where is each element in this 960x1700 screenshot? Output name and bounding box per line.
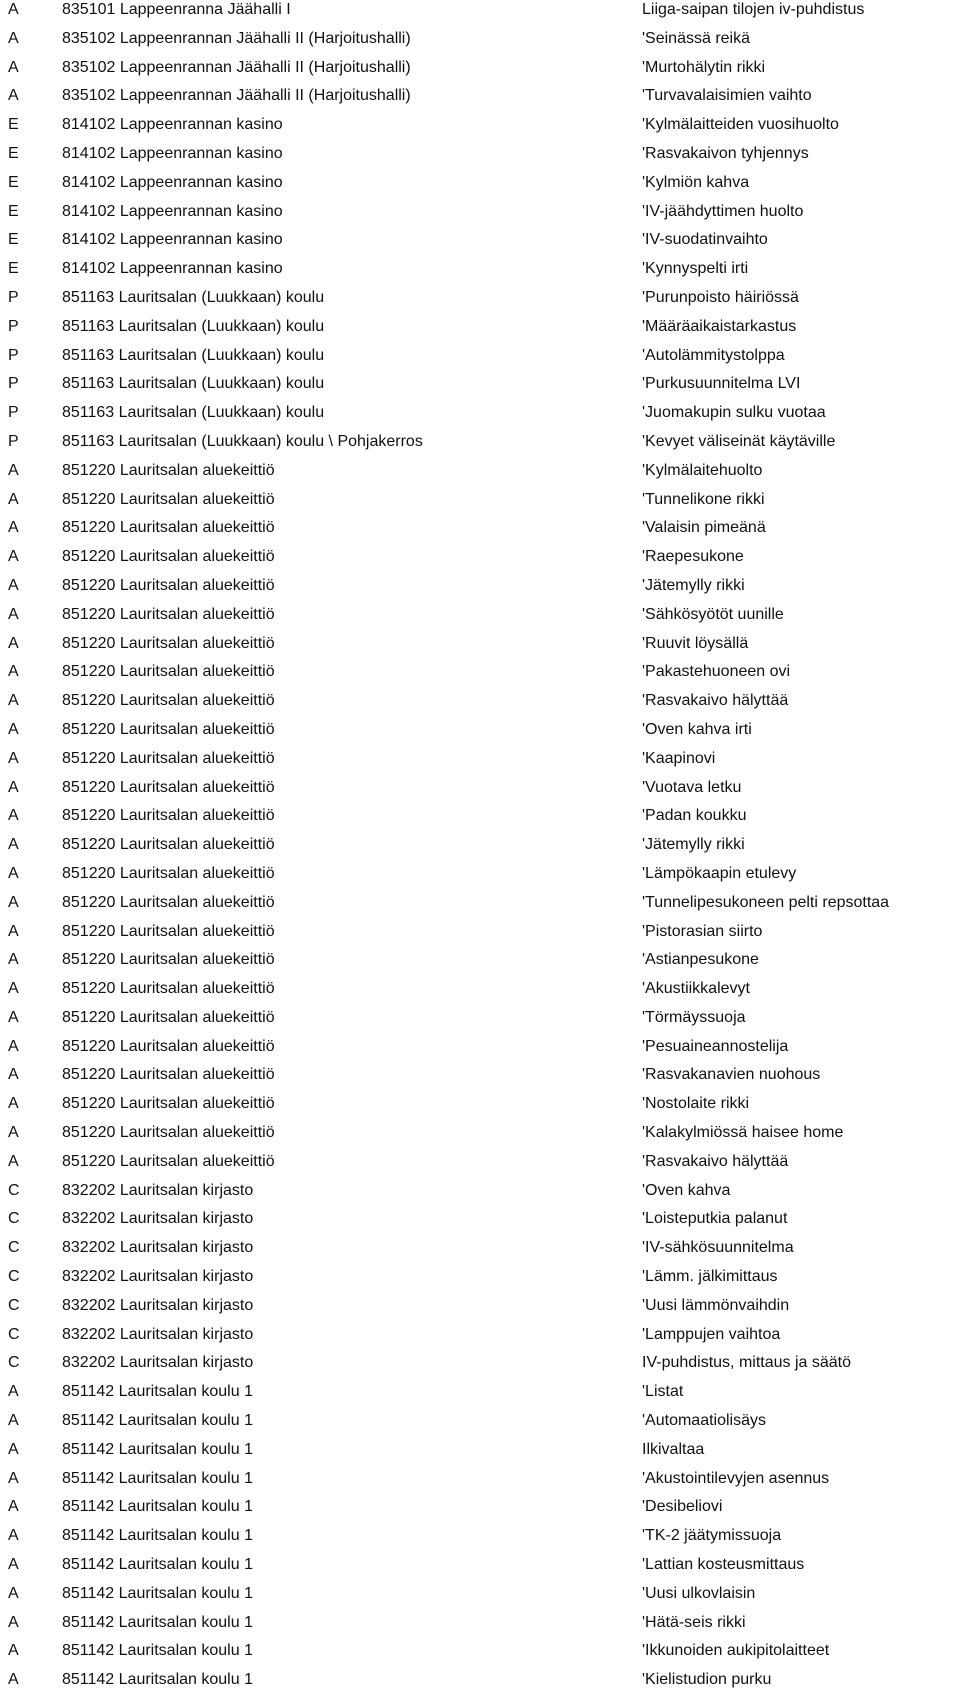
row-task: 'Padan koukku: [642, 807, 747, 825]
list-row: [0, 347, 960, 376]
row-task: 'Tunnelipesukoneen pelti repsottaa: [642, 893, 890, 911]
row-task: 'Pistorasian siirto: [642, 922, 763, 940]
row-class: A: [8, 1008, 19, 1026]
list-row: [0, 1066, 960, 1095]
row-site: 851220 Lauritsalan aluekeittiö: [62, 749, 275, 767]
list-row: [0, 1297, 960, 1326]
row-site: 832202 Lauritsalan kirjasto: [62, 1210, 254, 1228]
row-site: 851220 Lauritsalan aluekeittiö: [62, 980, 275, 998]
list-row: [0, 1210, 960, 1239]
row-task: 'Raepesukone: [642, 548, 744, 566]
list-row: [0, 30, 960, 59]
list-row: [0, 836, 960, 865]
row-class: E: [8, 144, 19, 162]
row-class: E: [8, 202, 19, 220]
list-row: [0, 87, 960, 116]
row-class: A: [8, 836, 19, 854]
row-class: C: [8, 1181, 20, 1199]
list-row: [0, 203, 960, 232]
row-class: A: [8, 1584, 19, 1602]
list-row: [0, 1268, 960, 1297]
row-site: 814102 Lappeenrannan kasino: [62, 260, 283, 278]
row-class: E: [8, 231, 19, 249]
row-site: 851220 Lauritsalan aluekeittiö: [62, 1066, 275, 1084]
list-row: [0, 174, 960, 203]
list-row: [0, 721, 960, 750]
row-site: 851142 Lauritsalan koulu 1: [62, 1642, 253, 1660]
row-class: A: [8, 461, 19, 479]
row-class: C: [8, 1210, 20, 1228]
row-site: 851163 Lauritsalan (Luukkaan) koulu: [62, 404, 325, 422]
row-site: 835102 Lappeenrannan Jäähalli II (Harjoitushalli): [62, 29, 411, 47]
row-task: 'Nostolaite rikki: [642, 1095, 750, 1113]
row-class: E: [8, 260, 19, 278]
row-task: 'Automaatiolisäys: [642, 1412, 766, 1430]
row-class: A: [8, 1527, 19, 1545]
row-class: P: [8, 375, 19, 393]
row-task: 'IV-jäähdyttimen huolto: [642, 202, 804, 220]
list-row: [0, 779, 960, 808]
row-class: A: [8, 893, 19, 911]
row-site: 835102 Lappeenrannan Jäähalli II (Harjoitushalli): [62, 58, 411, 76]
row-site: 851220 Lauritsalan aluekeittiö: [62, 576, 275, 594]
row-class: C: [8, 1268, 20, 1286]
row-class: P: [8, 317, 19, 335]
row-task: 'IV-suodatinvaihto: [642, 231, 768, 249]
list-row: [0, 1412, 960, 1441]
row-task: 'Kevyet väliseinät käytäville: [642, 432, 836, 450]
list-row: [0, 318, 960, 347]
list-row: [0, 1, 960, 30]
row-class: A: [8, 1, 19, 18]
row-task: 'Murtohälytin rikki: [642, 58, 766, 76]
list-row: [0, 1383, 960, 1412]
row-task: Liiga-saipan tilojen iv-puhdistus: [642, 1, 865, 18]
list-row: [0, 404, 960, 433]
row-site: 851142 Lauritsalan koulu 1: [62, 1440, 253, 1458]
row-task: 'Uusi ulkovlaisin: [642, 1584, 756, 1602]
row-class: A: [8, 692, 19, 710]
row-task: 'Ikkunoiden aukipitolaitteet: [642, 1642, 830, 1660]
row-site: 851220 Lauritsalan aluekeittiö: [62, 1095, 275, 1113]
list-row: [0, 1585, 960, 1614]
row-task: 'Desibeliovi: [642, 1498, 723, 1516]
row-task: 'Uusi lämmönvaihdin: [642, 1296, 790, 1314]
row-class: A: [8, 519, 19, 537]
row-site: 851220 Lauritsalan aluekeittiö: [62, 807, 275, 825]
row-task: 'TK-2 jäätymissuoja: [642, 1527, 782, 1545]
row-site: 814102 Lappeenrannan kasino: [62, 231, 283, 249]
row-site: 851142 Lauritsalan koulu 1: [62, 1498, 253, 1516]
row-task: 'Määräaikaistarkastus: [642, 317, 797, 335]
row-task: 'Lämpökaapin etulevy: [642, 864, 797, 882]
row-class: A: [8, 87, 19, 105]
row-task: 'Rasvakaivo hälyttää: [642, 1152, 789, 1170]
list-row: [0, 1441, 960, 1470]
row-site: 851220 Lauritsalan aluekeittiö: [62, 461, 275, 479]
row-class: A: [8, 749, 19, 767]
row-task: 'Kylmiön kahva: [642, 173, 750, 191]
row-class: A: [8, 980, 19, 998]
row-class: A: [8, 1152, 19, 1170]
row-class: A: [8, 1642, 19, 1660]
list-row: [0, 923, 960, 952]
row-site: 851220 Lauritsalan aluekeittiö: [62, 778, 275, 796]
row-class: C: [8, 1354, 20, 1372]
row-class: A: [8, 778, 19, 796]
row-site: 851163 Lauritsalan (Luukkaan) koulu: [62, 346, 325, 364]
row-site: 851163 Lauritsalan (Luukkaan) koulu: [62, 375, 325, 393]
row-class: A: [8, 1556, 19, 1574]
row-task: 'Pesuaineannostelija: [642, 1037, 789, 1055]
list-row: [0, 1153, 960, 1182]
row-site: 851163 Lauritsalan (Luukkaan) koulu \ Pohjakerros: [62, 432, 423, 450]
row-site: 832202 Lauritsalan kirjasto: [62, 1325, 254, 1343]
row-task: 'Loisteputkia palanut: [642, 1210, 788, 1228]
row-site: 835102 Lappeenrannan Jäähalli II (Harjoitushalli): [62, 87, 411, 105]
row-site: 851220 Lauritsalan aluekeittiö: [62, 1037, 275, 1055]
row-site: 832202 Lauritsalan kirjasto: [62, 1239, 254, 1257]
row-class: A: [8, 1412, 19, 1430]
row-class: A: [8, 490, 19, 508]
row-site: 832202 Lauritsalan kirjasto: [62, 1268, 254, 1286]
row-class: A: [8, 1037, 19, 1055]
row-class: C: [8, 1325, 20, 1343]
list-row: [0, 577, 960, 606]
row-class: A: [8, 663, 19, 681]
row-class: A: [8, 864, 19, 882]
list-row: [0, 519, 960, 548]
row-class: A: [8, 29, 19, 47]
row-task: 'Lämm. jälkimittaus: [642, 1268, 778, 1286]
list-row: [0, 1038, 960, 1067]
list-row: [0, 289, 960, 318]
row-site: 851142 Lauritsalan koulu 1: [62, 1469, 253, 1487]
row-site: 851220 Lauritsalan aluekeittiö: [62, 1124, 275, 1142]
row-task: 'Rasvakanavien nuohous: [642, 1066, 821, 1084]
row-class: A: [8, 1613, 19, 1631]
row-site: 835101 Lappeenranna Jäähalli I: [62, 1, 291, 18]
row-site: 851220 Lauritsalan aluekeittiö: [62, 1152, 275, 1170]
row-task: 'Listat: [642, 1383, 684, 1401]
row-class: A: [8, 634, 19, 652]
row-site: 814102 Lappeenrannan kasino: [62, 144, 283, 162]
row-task: 'Kaapinovi: [642, 749, 716, 767]
row-class: A: [8, 1440, 19, 1458]
list-row: [0, 663, 960, 692]
row-site: 851220 Lauritsalan aluekeittiö: [62, 663, 275, 681]
row-site: 851220 Lauritsalan aluekeittiö: [62, 519, 275, 537]
row-site: 814102 Lappeenrannan kasino: [62, 202, 283, 220]
row-class: A: [8, 1095, 19, 1113]
row-task: 'Kielistudion purku: [642, 1671, 772, 1689]
row-task: 'Oven kahva irti: [642, 720, 752, 738]
list-row: [0, 750, 960, 779]
list-row: [0, 807, 960, 836]
row-class: A: [8, 548, 19, 566]
row-site: 851163 Lauritsalan (Luukkaan) koulu: [62, 317, 325, 335]
list-row: [0, 1124, 960, 1153]
row-task: 'Rasvakaivon tyhjennys: [642, 144, 809, 162]
row-task: 'Valaisin pimeänä: [642, 519, 766, 537]
row-task: 'Törmäyssuoja: [642, 1008, 746, 1026]
list-row: [0, 1009, 960, 1038]
row-task: 'Akustointilevyjen asennus: [642, 1469, 830, 1487]
row-class: P: [8, 346, 19, 364]
row-task: 'Jätemylly rikki: [642, 836, 745, 854]
row-class: C: [8, 1239, 20, 1257]
row-class: A: [8, 1066, 19, 1084]
list-row: [0, 692, 960, 721]
list-row: [0, 491, 960, 520]
list-row: [0, 116, 960, 145]
row-class: P: [8, 288, 19, 306]
row-task: 'Akustiikkalevyt: [642, 980, 750, 998]
row-class: A: [8, 1671, 19, 1689]
row-class: A: [8, 576, 19, 594]
row-class: P: [8, 404, 19, 422]
list-row: [0, 894, 960, 923]
row-site: 851220 Lauritsalan aluekeittiö: [62, 490, 275, 508]
row-task: 'Seinässä reikä: [642, 29, 750, 47]
row-class: A: [8, 922, 19, 940]
row-site: 832202 Lauritsalan kirjasto: [62, 1181, 254, 1199]
row-site: 851142 Lauritsalan koulu 1: [62, 1412, 253, 1430]
row-task: 'Kylmälaitehuolto: [642, 461, 763, 479]
row-task: 'Jätemylly rikki: [642, 576, 745, 594]
list-row: [0, 1614, 960, 1643]
row-site: 851142 Lauritsalan koulu 1: [62, 1556, 253, 1574]
list-row: [0, 1182, 960, 1211]
row-site: 851220 Lauritsalan aluekeittiö: [62, 1008, 275, 1026]
list-row: [0, 1326, 960, 1355]
row-class: P: [8, 432, 19, 450]
row-task: 'Turvavalaisimien vaihto: [642, 87, 812, 105]
row-task: 'Purunpoisto häiriössä: [642, 288, 799, 306]
row-site: 851220 Lauritsalan aluekeittiö: [62, 720, 275, 738]
row-task: 'Autolämmitystolppa: [642, 346, 785, 364]
row-class: A: [8, 1383, 19, 1401]
row-class: A: [8, 1469, 19, 1487]
row-task: 'Kylmälaitteiden vuosihuolto: [642, 116, 839, 134]
row-task: 'Tunnelikone rikki: [642, 490, 765, 508]
row-task: 'Vuotava letku: [642, 778, 742, 796]
row-class: A: [8, 951, 19, 969]
row-class: A: [8, 605, 19, 623]
list-row: [0, 606, 960, 635]
row-site: 851142 Lauritsalan koulu 1: [62, 1527, 253, 1545]
row-site: 851142 Lauritsalan koulu 1: [62, 1584, 253, 1602]
row-task: 'Oven kahva: [642, 1181, 731, 1199]
list-row: [0, 375, 960, 404]
list-row: [0, 1671, 960, 1700]
row-task: 'Rasvakaivo hälyttää: [642, 692, 789, 710]
row-task: 'Astianpesukone: [642, 951, 759, 969]
row-site: 851142 Lauritsalan koulu 1: [62, 1671, 253, 1689]
row-class: A: [8, 58, 19, 76]
list-row: [0, 260, 960, 289]
row-site: 851142 Lauritsalan koulu 1: [62, 1383, 253, 1401]
list-row: [0, 1239, 960, 1268]
row-site: 851220 Lauritsalan aluekeittiö: [62, 836, 275, 854]
row-site: 851220 Lauritsalan aluekeittiö: [62, 548, 275, 566]
row-site: 851163 Lauritsalan (Luukkaan) koulu: [62, 288, 325, 306]
row-class: A: [8, 1124, 19, 1142]
row-class: A: [8, 807, 19, 825]
list-row: [0, 951, 960, 980]
row-site: 851220 Lauritsalan aluekeittiö: [62, 864, 275, 882]
row-task: 'Hätä-seis rikki: [642, 1613, 746, 1631]
list-row: [0, 1498, 960, 1527]
list-row: [0, 1470, 960, 1499]
list-row: [0, 433, 960, 462]
list-row: [0, 635, 960, 664]
row-task: 'Juomakupin sulku vuotaa: [642, 404, 826, 422]
row-class: E: [8, 116, 19, 134]
row-site: 851220 Lauritsalan aluekeittiö: [62, 951, 275, 969]
row-site: 814102 Lappeenrannan kasino: [62, 116, 283, 134]
row-task: 'Ruuvit löysällä: [642, 634, 749, 652]
row-site: 832202 Lauritsalan kirjasto: [62, 1354, 254, 1372]
list-row: [0, 1556, 960, 1585]
row-task: 'Purkusuunnitelma LVI: [642, 375, 801, 393]
row-task: 'Kynnyspelti irti: [642, 260, 749, 278]
list-row: [0, 548, 960, 577]
list-row: [0, 1354, 960, 1383]
row-task: Ilkivaltaa: [642, 1440, 705, 1458]
list-row: [0, 231, 960, 260]
list-row: [0, 1642, 960, 1671]
row-task: 'Sähkösyötöt uunille: [642, 605, 784, 623]
row-task: 'Kalakylmiössä haisee home: [642, 1124, 844, 1142]
row-task: IV-puhdistus, mittaus ja säätö: [642, 1354, 851, 1372]
row-site: 851220 Lauritsalan aluekeittiö: [62, 893, 275, 911]
list-row: [0, 865, 960, 894]
row-site: 851220 Lauritsalan aluekeittiö: [62, 692, 275, 710]
row-site: 851220 Lauritsalan aluekeittiö: [62, 634, 275, 652]
row-class: A: [8, 1498, 19, 1516]
list-row: [0, 59, 960, 88]
row-class: E: [8, 173, 19, 191]
list-row: [0, 1527, 960, 1556]
row-task: 'IV-sähkösuunnitelma: [642, 1239, 794, 1257]
row-site: 851142 Lauritsalan koulu 1: [62, 1613, 253, 1631]
row-site: 851220 Lauritsalan aluekeittiö: [62, 922, 275, 940]
row-site: 851220 Lauritsalan aluekeittiö: [62, 605, 275, 623]
list-row: [0, 462, 960, 491]
list-row: [0, 980, 960, 1009]
list-row: [0, 145, 960, 174]
row-class: A: [8, 720, 19, 738]
row-task: 'Pakastehuoneen ovi: [642, 663, 791, 681]
row-task: 'Lamppujen vaihtoa: [642, 1325, 781, 1343]
row-class: C: [8, 1296, 20, 1314]
row-task: 'Lattian kosteusmittaus: [642, 1556, 805, 1574]
list-row: [0, 1095, 960, 1124]
row-site: 832202 Lauritsalan kirjasto: [62, 1296, 254, 1314]
row-site: 814102 Lappeenrannan kasino: [62, 173, 283, 191]
